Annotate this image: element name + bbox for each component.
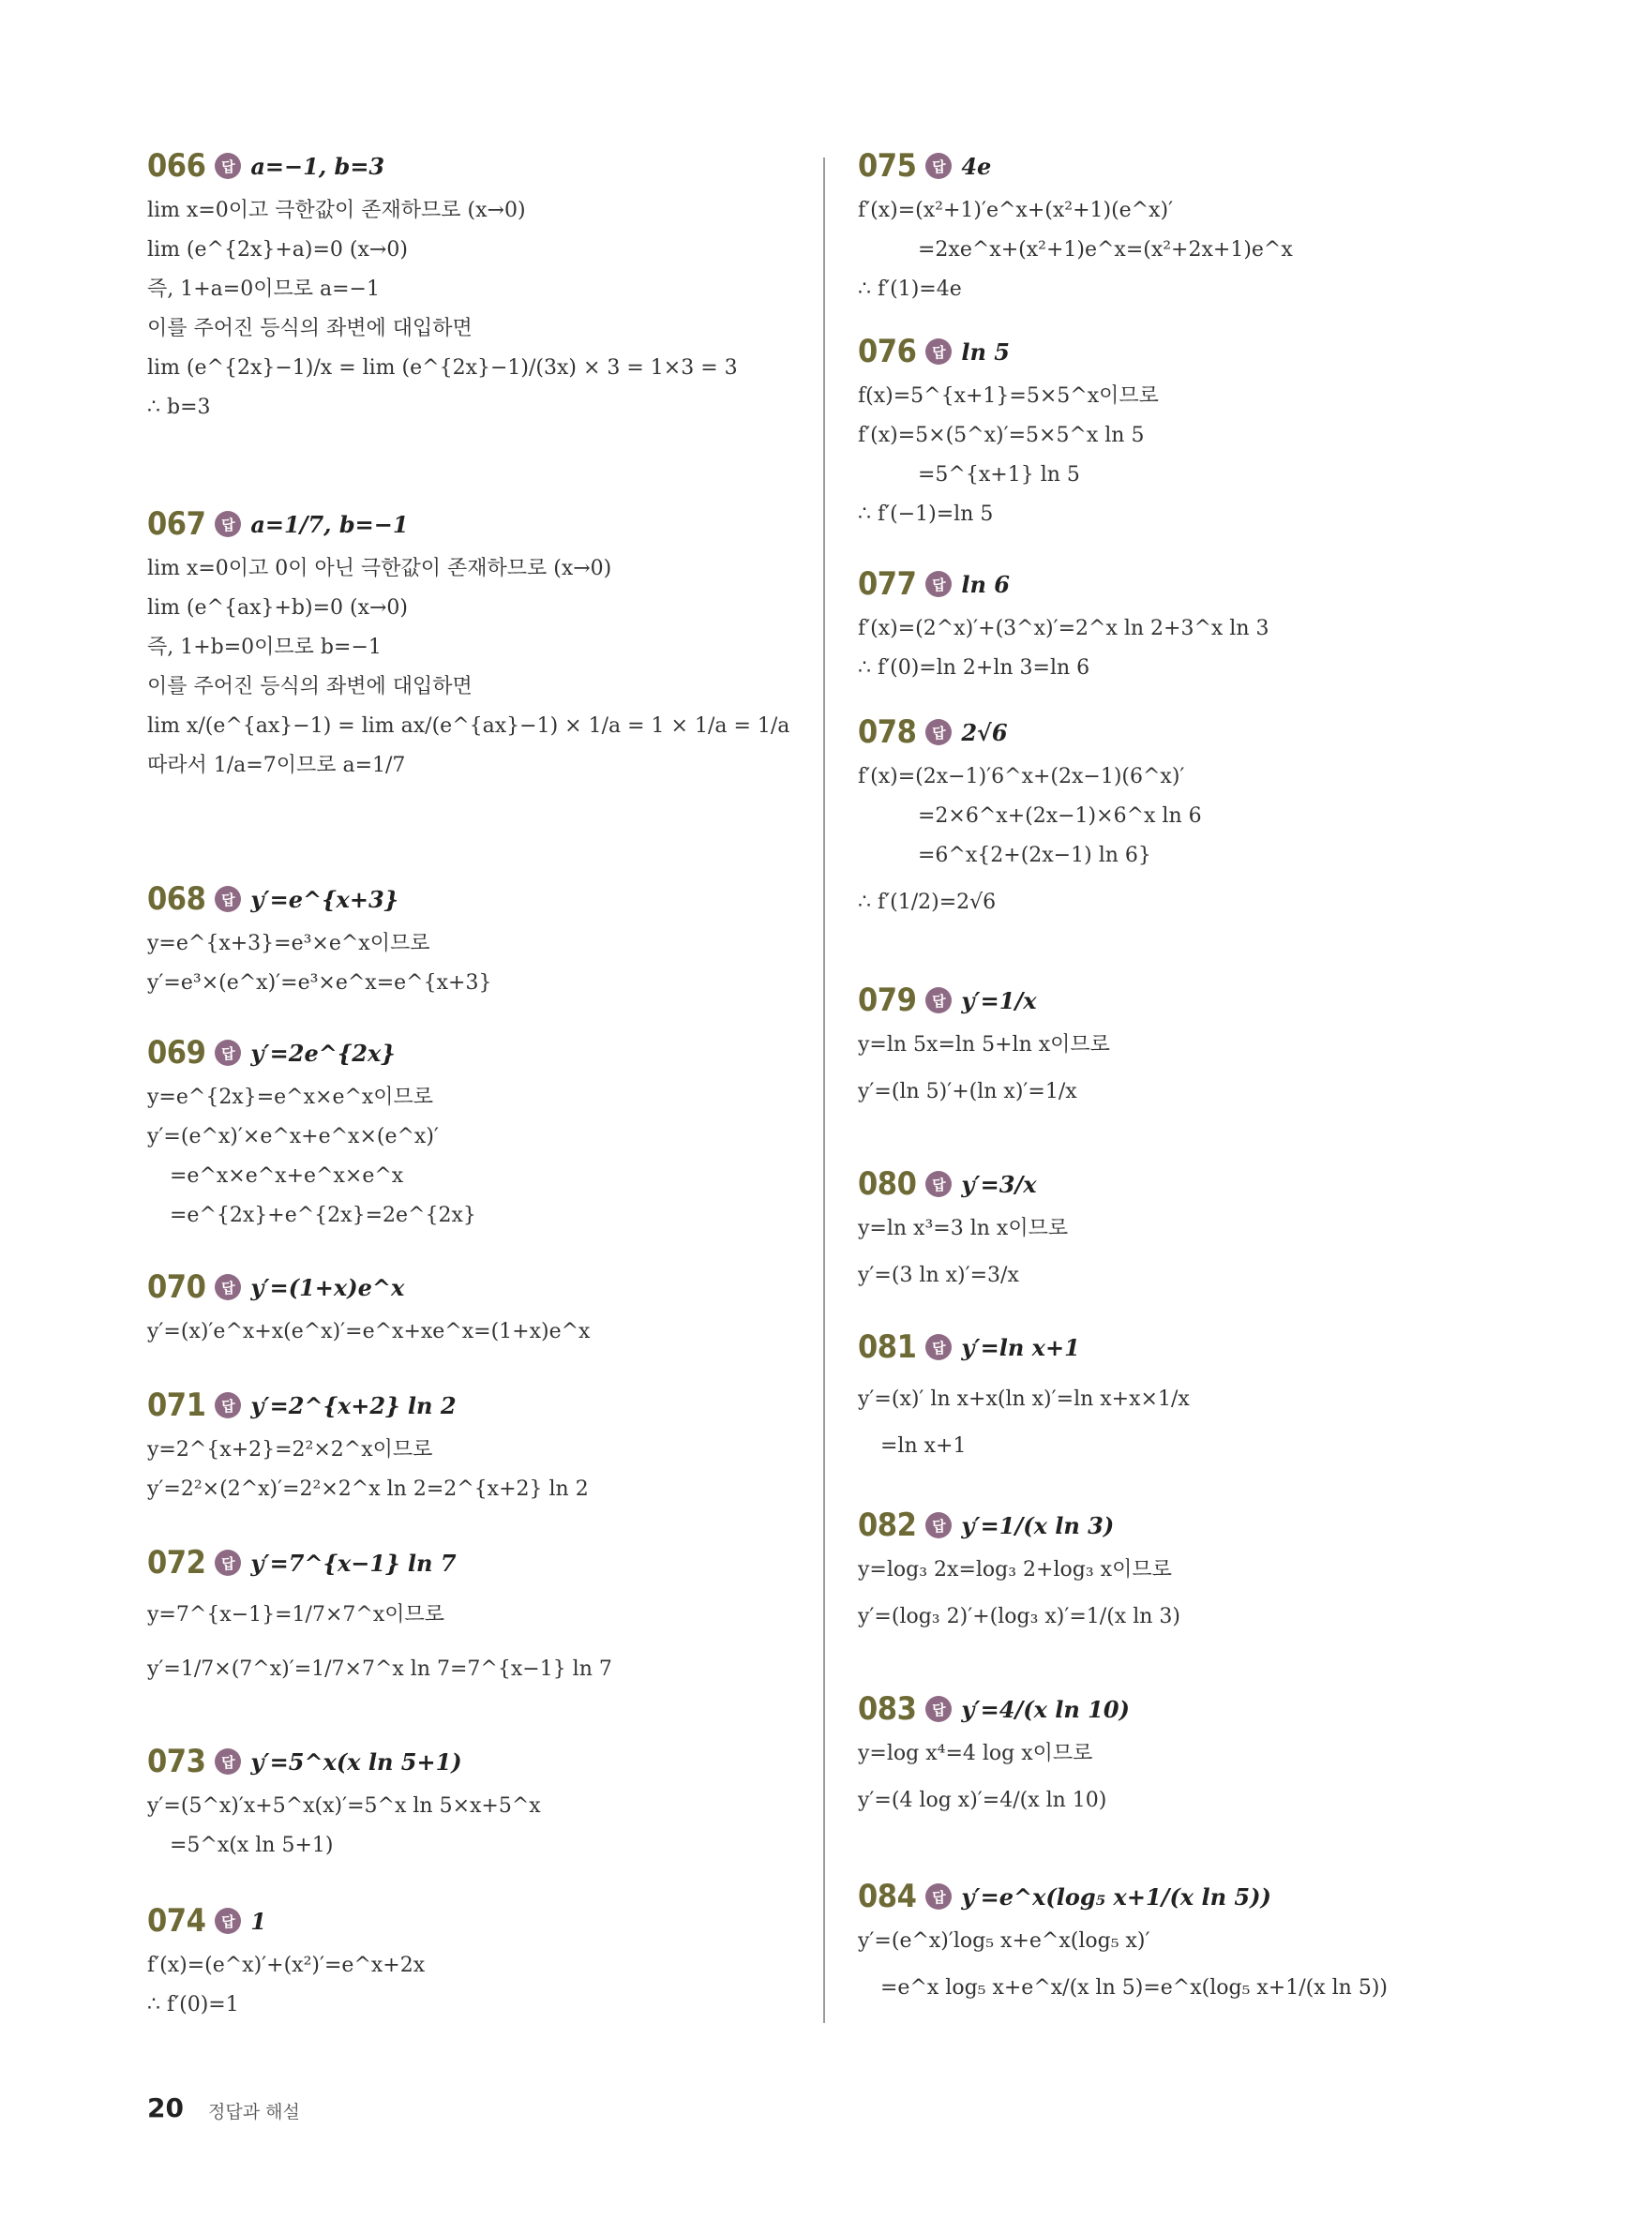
problem-071 [147,1380,803,1509]
answer: y′=(1+x)e^x [250,1273,405,1301]
solution-line: y=log x⁴=4 log x이므로 [858,1742,1093,1765]
answer-badge-icon: 답 [925,1512,952,1538]
answer: y′=3/x [961,1170,1037,1198]
problem-number: 078 [858,713,917,751]
problem-number: 081 [858,1328,917,1366]
problem-068 [147,874,803,1003]
answer-badge-icon: 답 [925,1334,952,1360]
answer-badge-icon: 답 [925,987,952,1013]
column-divider [823,157,825,2023]
solution-line: lim x=0이고 극한값이 존재하므로 (x→0) [147,199,526,222]
answer: y′=e^{x+3} [250,885,399,913]
problem-number: 071 [147,1387,206,1424]
solution-line: y=2^{x+2}=2²×2^x이므로 [147,1438,433,1462]
answer-badge-icon: 답 [215,1392,241,1418]
solution-line: =5^{x+1} ln 5 [918,463,1080,487]
answer-badge-icon: 답 [215,153,241,179]
solution-line: lim (e^{2x}−1)/x = lim (e^{2x}−1)/(3x) × 3 = 1×3 = 3 [147,356,738,380]
problem-075 [858,141,1570,309]
answer-badge-icon: 답 [925,1171,952,1197]
problem-074 [147,1896,803,2025]
solution-line: =e^{2x}+e^{2x}=2e^{2x} [170,1204,476,1227]
answer: y′=7^{x−1} ln 7 [250,1549,457,1577]
answer: y′=5^x(x ln 5+1) [250,1747,462,1776]
solution-line: =2×6^x+(2x−1)×6^x ln 6 [918,804,1202,828]
problem-078 [858,707,1570,930]
answer-badge-icon: 답 [925,719,952,745]
problem-number: 070 [147,1268,206,1306]
solution-line: f′(x)=(2^x)′+(3^x)′=2^x ln 2+3^x ln 3 [858,617,1269,640]
solution-line: 이를 주어진 등식의 좌변에 대입하면 [147,675,473,698]
solution-line: =2xe^x+(x²+1)e^x=(x²+2x+1)e^x [918,238,1293,262]
solution-line: y′=(x)′e^x+x(e^x)′=e^x+xe^x=(1+x)e^x [147,1320,591,1343]
solution-line: f′(x)=(2x−1)′6^x+(2x−1)(6^x)′ [858,765,1185,788]
solution-line: f′(x)=(x²+1)′e^x+(x²+1)(e^x)′ [858,199,1174,222]
answer: ln 5 [961,337,1010,366]
solution-line: 따라서 1/a=7이므로 a=1/7 [147,754,406,777]
problem-number: 069 [147,1034,206,1072]
answer: 2√6 [961,718,1008,746]
problem-number: 082 [858,1507,917,1544]
solution-line: =e^x×e^x+e^x×e^x [170,1164,404,1188]
solution-line: y=e^{2x}=e^x×e^x이므로 [147,1086,434,1109]
problem-number: 083 [858,1690,917,1728]
solution-line: y′=(x)′ ln x+x(ln x)′=ln x+x×1/x [858,1387,1190,1411]
solution-line: y′=1/7×(7^x)′=1/7×7^x ln 7=7^{x−1} ln 7 [147,1657,612,1681]
solution-line: =5^x(x ln 5+1) [170,1834,334,1857]
solution-line: y′=(3 ln x)′=3/x [858,1264,1019,1287]
answer: 1 [250,1907,267,1935]
answer-badge-icon: 답 [925,338,952,365]
problem-076 [858,326,1570,534]
solution-line: y′=(e^x)′log₅ x+e^x(log₅ x)′ [858,1929,1150,1953]
solution-line: 이를 주어진 등식의 좌변에 대입하면 [147,317,473,340]
problem-number: 080 [858,1165,917,1203]
problem-number: 079 [858,982,917,1019]
answer-badge-icon: 답 [215,886,241,912]
solution-line: ∴ f′(0)=1 [147,1993,239,2017]
problem-084 [858,1871,1570,2016]
problem-072 [147,1537,803,1697]
solution-line: y′=(log₃ 2)′+(log₃ x)′=1/(x ln 3) [858,1605,1180,1628]
solution-line: y=ln x³=3 ln x이므로 [858,1217,1069,1240]
solution-line: ∴ b=3 [147,396,211,419]
problem-079 [858,975,1570,1119]
solution-line: ∴ f′(0)=ln 2+ln 3=ln 6 [858,656,1090,680]
solution-line: 즉, 1+a=0이므로 a=−1 [147,277,380,301]
answer-badge-icon: 답 [215,1908,241,1934]
solution-line: ∴ f′(−1)=ln 5 [858,502,994,526]
problem-073 [147,1736,803,1866]
answer-badge-icon: 답 [925,153,952,179]
solution-line: ∴ f′(1)=4e [858,277,962,301]
solution-line: ∴ f′(1/2)=2√6 [858,891,997,914]
solution-line: y′=(4 log x)′=4/(x ln 10) [858,1789,1107,1812]
answer: a=−1, b=3 [250,152,385,180]
answer: y′=4/(x ln 10) [961,1695,1130,1723]
page-number: 20 [147,2092,184,2123]
solution-line: y=log₃ 2x=log₃ 2+log₃ x이므로 [858,1558,1172,1582]
answer: y′=2^{x+2} ln 2 [250,1391,457,1419]
problem-number: 073 [147,1743,206,1780]
problem-077 [858,559,1570,688]
problem-080 [858,1159,1570,1303]
problem-070 [147,1262,803,1352]
solution-line: 즉, 1+b=0이므로 b=−1 [147,636,382,659]
problem-number: 074 [147,1902,206,1940]
answer: y′=1/x [961,986,1037,1014]
answer-badge-icon: 답 [215,1040,241,1066]
solution-line: f′(x)=5×(5^x)′=5×5^x ln 5 [858,424,1145,447]
solution-line: =6^x{2+(2x−1) ln 6} [918,844,1151,867]
problem-number: 068 [147,880,206,918]
solution-line: y′=(5^x)′x+5^x(x)′=5^x ln 5×x+5^x [147,1794,541,1818]
solution-line: y′=2²×(2^x)′=2²×2^x ln 2=2^{x+2} ln 2 [147,1477,589,1501]
problem-066 [147,141,803,427]
problem-083 [858,1684,1570,1828]
solution-line: lim x/(e^{ax}−1) = lim ax/(e^{ax}−1) × 1/a = 1 × 1/a = 1/a [147,714,790,738]
answer: y′=2e^{2x} [250,1039,396,1067]
problem-number: 067 [147,505,206,543]
answer-badge-icon: 답 [925,571,952,597]
solution-line: y=7^{x−1}=1/7×7^x이므로 [147,1603,444,1627]
problem-082 [858,1500,1570,1644]
solution-line: lim (e^{2x}+a)=0 (x→0) [147,238,408,262]
problem-number: 077 [858,565,917,603]
solution-line: y′=(ln 5)′+(ln x)′=1/x [858,1080,1077,1103]
solution-line: y=e^{x+3}=e³×e^x이므로 [147,932,430,955]
answer-badge-icon: 답 [925,1883,952,1910]
answer-badge-icon: 답 [215,511,241,537]
problem-number: 066 [147,147,206,185]
page-section-label: 정답과 해설 [208,2102,300,2122]
answer-badge-icon: 답 [215,1748,241,1775]
solution-line: =ln x+1 [880,1434,967,1458]
solution-line: =e^x log₅ x+e^x/(x ln 5)=e^x(log₅ x+1/(x ln 5)) [880,1976,1388,2000]
problem-067 [147,499,803,786]
answer-badge-icon: 답 [925,1696,952,1722]
answer: y′=e^x(log₅ x+1/(x ln 5)) [961,1882,1271,1911]
problem-number: 075 [858,147,917,185]
solution-line: y′=e³×(e^x)′=e³×e^x=e^{x+3} [147,971,492,995]
answer: y′=1/(x ln 3) [961,1511,1115,1539]
answer: ln 6 [961,570,1010,598]
solution-line: f(x)=5^{x+1}=5×5^x이므로 [858,384,1159,408]
answer: a=1/7, b=−1 [250,510,409,538]
solution-line: f′(x)=(e^x)′+(x²)′=e^x+2x [147,1954,426,1977]
solution-line: lim x=0이고 0이 아닌 극한값이 존재하므로 (x→0) [147,557,612,580]
solution-line: lim (e^{ax}+b)=0 (x→0) [147,596,409,620]
problem-069 [147,1027,803,1236]
answer-badge-icon: 답 [215,1550,241,1576]
answer: y′=ln x+1 [961,1333,1080,1361]
answer: 4e [961,152,992,180]
solution-line: y=ln 5x=ln 5+ln x이므로 [858,1033,1110,1057]
problem-number: 084 [858,1878,917,1915]
problem-number: 072 [147,1544,206,1582]
problem-number: 076 [858,333,917,370]
answer-badge-icon: 답 [215,1274,241,1300]
solution-line: y′=(e^x)′×e^x+e^x×(e^x)′ [147,1125,439,1148]
problem-081 [858,1322,1570,1466]
